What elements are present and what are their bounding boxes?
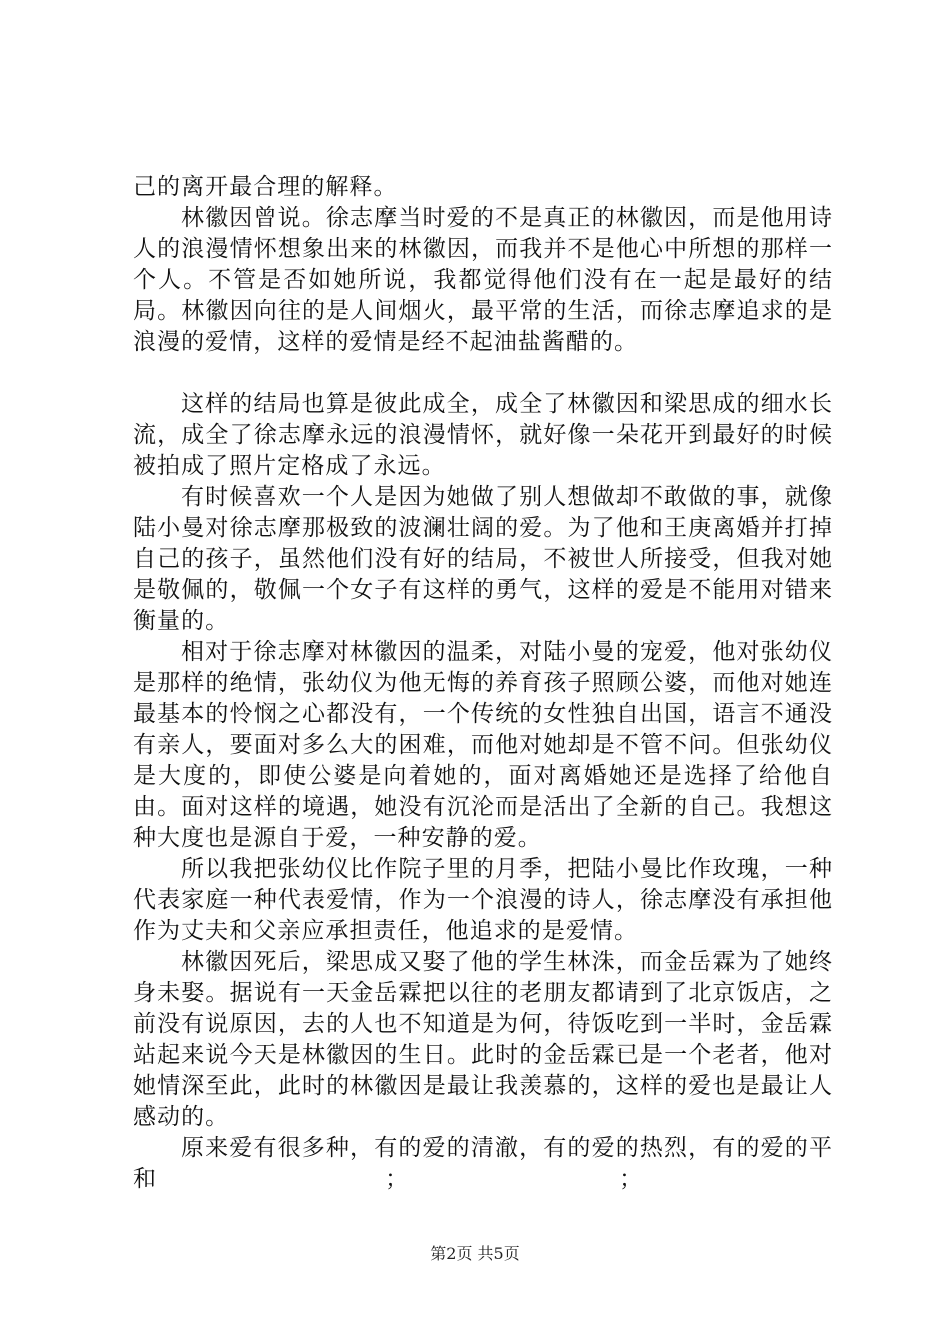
document-body: [133, 172, 833, 1195]
paragraph-2: 林徽因曾说。徐志摩当时爱的不是真正的林徽因，而是他用诗人的浪漫情怀想象出来的林徽因，而我并不是他心中所想的那样一个人。不管是否如她所说，我都觉得他们没有在一起是最好的结局。林徽因向往的是人间烟火，最平常的生活，而徐志摩追求的是浪漫的爱情，这样的爱情是经不起油盐酱醋的。: [133, 205, 833, 355]
semicolon-mark-2: ；: [619, 1166, 644, 1192]
paragraph-4: 有时候喜欢一个人是因为她做了别人想做却不敢做的事，就像陆小曼对徐志摩那极致的波澜壮阔的爱。为了他和王庚离婚并打掉自己的孩子，虽然他们没有好的结局，不被世人所接受，但我对她是敬佩的，敬佩一个女子有这样的勇气，这样的爱是不能用对错来衡量的。: [133, 484, 833, 634]
page-number-footer: 第2页 共5页: [430, 1244, 520, 1263]
paragraph-7: 林徽因死后，梁思成又娶了他的学生林洙，而金岳霖为了她终身未娶。据说有一天金岳霖把以往的老朋友都请到了北京饭店，之前没有说原因，去的人也不知道是为何，待饭吃到一半时，金岳霖站起来说今天是林徽因的生日。此时的金岳霖已是一个老者，他对她情深至此，此时的林徽因是最让我羡慕的，这样的爱也是最让人感动的。: [133, 949, 833, 1130]
paragraph-3: 这样的结局也算是彼此成全，成全了林徽因和梁思成的细水长流，成全了徐志摩永远的浪漫情怀，就好像一朵花开到最好的时候被拍成了照片定格成了永远。: [133, 391, 833, 479]
paragraph-1: 己的离开最合理的解释。: [133, 174, 398, 200]
paragraph-6: 所以我把张幼仪比作院子里的月季，把陆小曼比作玫瑰，一种代表家庭一种代表爱情，作为一个浪漫的诗人，徐志摩没有承担他作为丈夫和父亲应承担责任，他追求的是爱情。: [133, 856, 833, 944]
paragraph-8: [133, 1133, 833, 1195]
paragraph-5: 相对于徐志摩对林徽因的温柔，对陆小曼的宠爱，他对张幼仪是那样的绝情，张幼仪为他无悔的养育孩子照顾公婆，而他对她连最基本的怜悯之心都没有，一个传统的女性独自出国，语言不通没有亲人，要面对多么大的困难，而他对她却是不管不问。但张幼仪是大度的，即使公婆是向着她的，面对离婚她还是选择了给他自由。面对这样的境遇，她没有沉沦而是活出了全新的自己。我想这种大度也是源自于爱，一种安静的爱。: [133, 639, 833, 851]
semicolon-mark-1: ；: [385, 1166, 410, 1192]
paragraph-8-text: 原来爱有很多种，有的爱的清澈，有的爱的热烈，有的爱的平和: [133, 1135, 833, 1192]
